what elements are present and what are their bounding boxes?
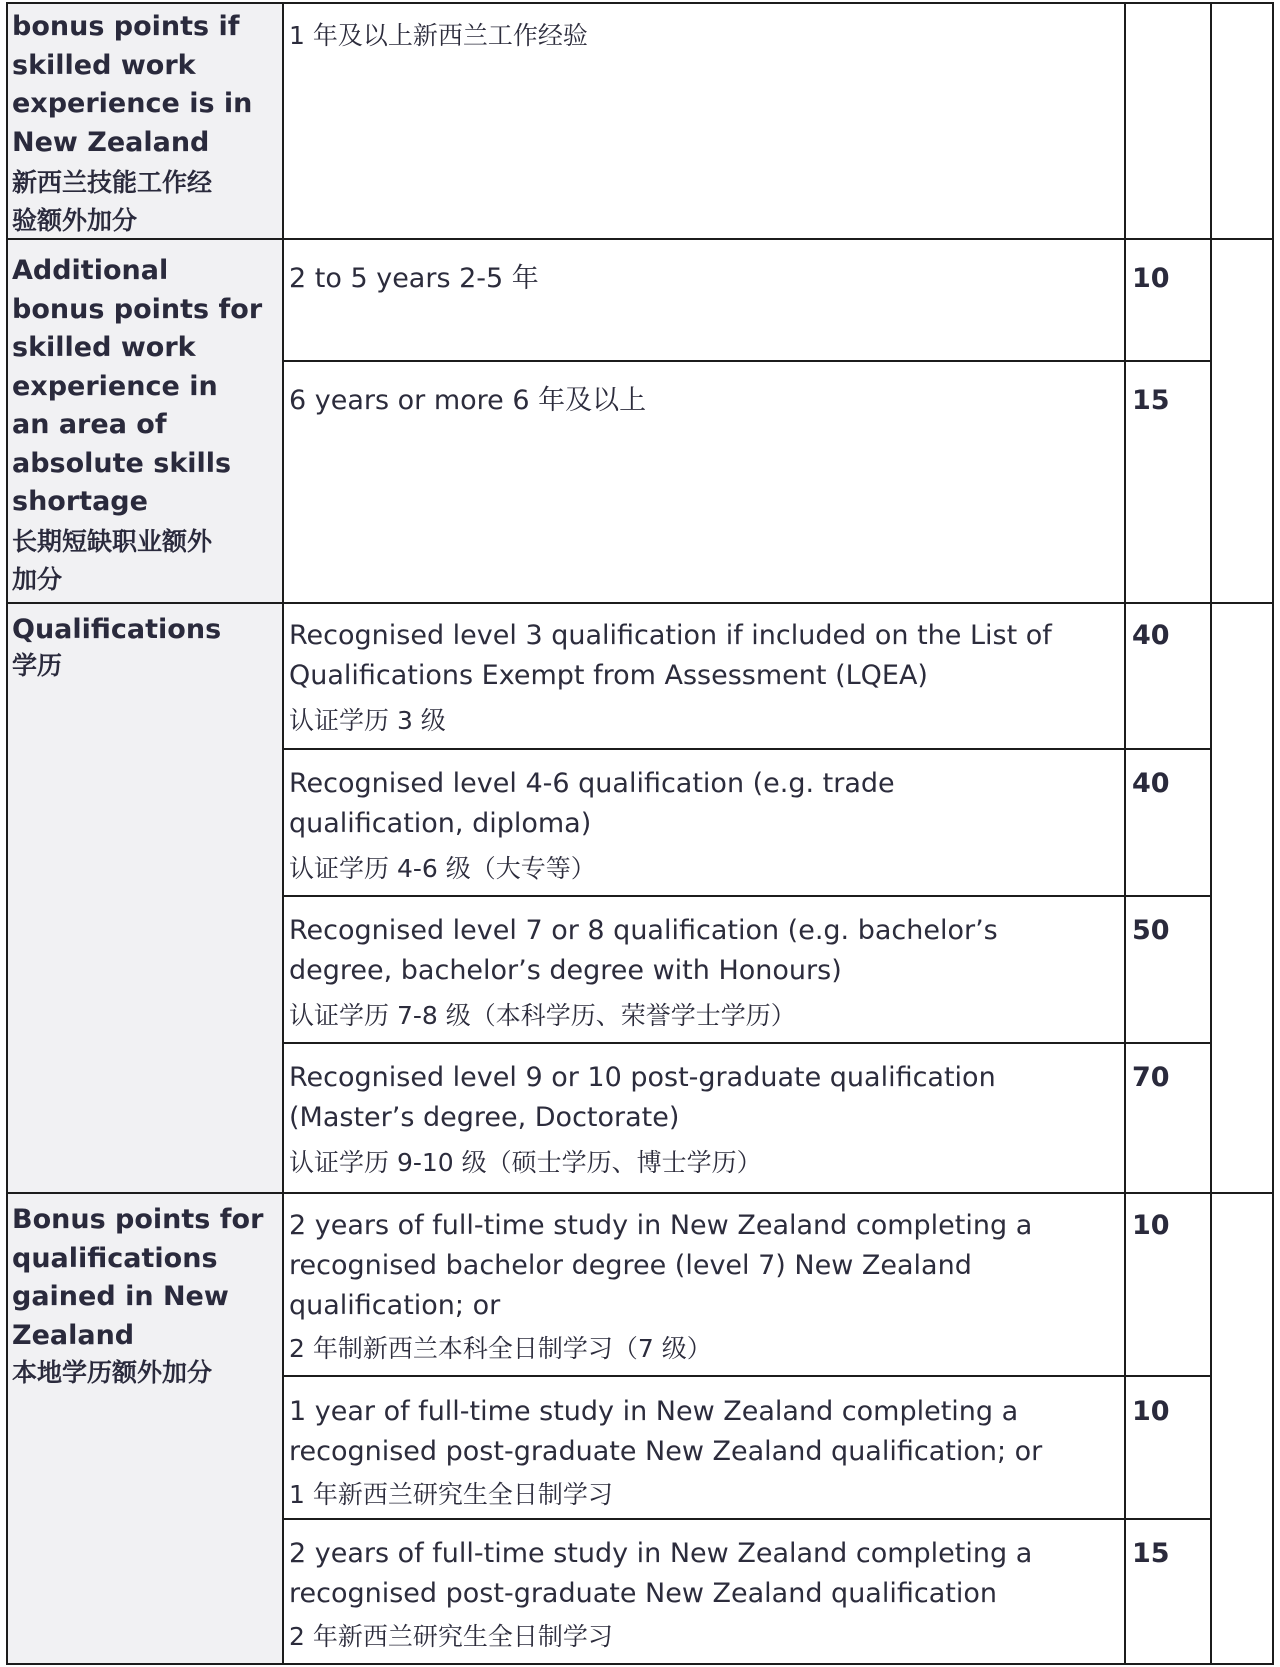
points-value: 50 — [1132, 915, 1170, 946]
option-text-zh: 1 年及以上新西兰工作经验 — [289, 21, 588, 50]
table-border — [6, 2, 1274, 4]
points-value: 70 — [1132, 1062, 1170, 1093]
points-table — [6, 2, 1276, 1665]
table-border — [282, 360, 1212, 362]
table-border — [1124, 2, 1126, 1665]
option-text-zh: 2 年新西兰研究生全日制学习 — [289, 1622, 613, 1651]
option-text: Recognised level 9 or 10 post-graduate qualification (Master’s degree, Doctorate) — [289, 1062, 996, 1133]
category-title: bonus points if skilled work experience is in New Zealand — [12, 11, 253, 158]
category-title-zh: 新西兰技能工作经 验额外加分 — [12, 168, 213, 235]
category-title-zh: 长期短缺职业额外 加分 — [12, 527, 213, 594]
points-value: 10 — [1132, 263, 1170, 294]
option-text-zh: 1 年新西兰研究生全日制学习 — [289, 1480, 613, 1509]
table-border — [282, 1518, 1212, 1520]
table-border — [282, 2, 284, 1665]
option-text: Recognised level 7 or 8 qualification (e.g. bachelor’s degree, bachelor’s degree with Honours) — [289, 915, 998, 986]
option-text-zh: 认证学历 3 级 — [289, 706, 446, 735]
option-text: 6 years or more 6 年及以上 — [289, 385, 647, 416]
option-text-zh: 认证学历 7-8 级（本科学历、荣誉学士学历） — [289, 1001, 796, 1030]
table-border — [1210, 2, 1212, 1665]
points-value: 15 — [1132, 1538, 1170, 1569]
option-text-zh: 认证学历 4-6 级（大专等） — [289, 854, 596, 883]
option-text: Recognised level 4-6 qualification (e.g. trade qualification, diploma) — [289, 768, 895, 839]
points-value: 40 — [1132, 620, 1170, 651]
table-border — [6, 602, 1274, 604]
category-title-zh: 学历 — [12, 651, 63, 680]
category-cell — [6, 604, 282, 1192]
table-border — [1272, 2, 1274, 1665]
option-text-zh: 2 年制新西兰本科全日制学习（7 级） — [289, 1334, 712, 1363]
option-text-zh: 认证学历 9-10 级（硕士学历、博士学历） — [289, 1148, 762, 1177]
option-text: Recognised level 3 qualification if included on the List of Qualifications Exempt from Assessment (LQEA) — [289, 620, 1052, 691]
category-title: Additional bonus points for skilled work experience in an area of absolute skills shortage — [12, 255, 263, 517]
points-value: 40 — [1132, 768, 1170, 799]
category-title: Qualifications — [12, 614, 222, 645]
table-border — [282, 1375, 1212, 1377]
table-border — [6, 2, 8, 1665]
option-text: 2 to 5 years 2-5 年 — [289, 263, 539, 294]
points-value: 15 — [1132, 385, 1170, 416]
option-text: 2 years of full-time study in New Zealand completing a recognised bachelor degree (level 7) New Zealand qualification; or — [289, 1210, 1033, 1321]
points-value: 10 — [1132, 1396, 1170, 1427]
option-text: 1 year of full-time study in New Zealand completing a recognised post-graduate New Zealand qualification; or — [289, 1396, 1043, 1467]
points-value: 10 — [1132, 1210, 1170, 1241]
table-border — [6, 1192, 1274, 1194]
table-border — [282, 1042, 1212, 1044]
option-text: 2 years of full-time study in New Zealand completing a recognised post-graduate New Zealand qualification — [289, 1538, 1033, 1609]
category-title-zh: 本地学历额外加分 — [12, 1358, 213, 1387]
table-border — [282, 748, 1212, 750]
table-border — [282, 895, 1212, 897]
category-title: Bonus points for qualifications gained in New Zealand — [12, 1204, 264, 1351]
table-border — [6, 1663, 1274, 1665]
